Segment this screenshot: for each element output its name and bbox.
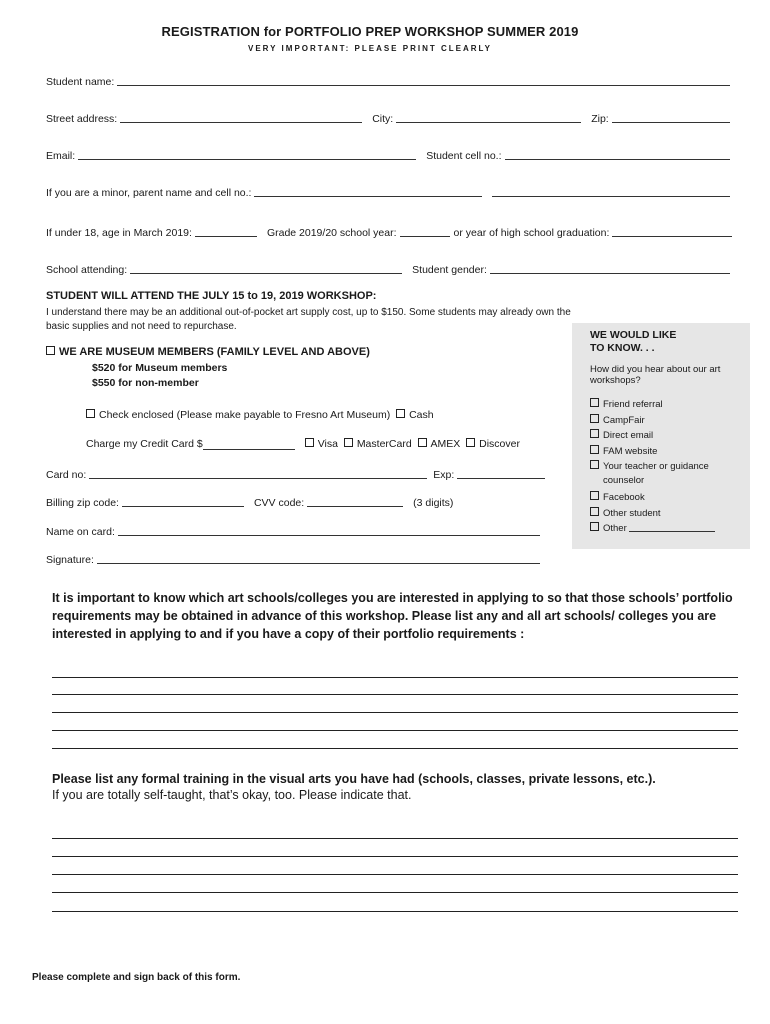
gender-field[interactable]	[490, 262, 730, 274]
option-friend-referral[interactable]: Friend referral	[590, 398, 663, 410]
card-no-label: Card no:	[46, 469, 87, 481]
mastercard-checkbox[interactable]	[344, 438, 353, 447]
museum-members-checkbox[interactable]	[46, 346, 55, 355]
payment-method-row	[86, 409, 434, 421]
amex-checkbox[interactable]	[418, 438, 427, 447]
training-line-3[interactable]	[52, 874, 738, 875]
student-name-label: Student name:	[46, 76, 115, 88]
email-field[interactable]	[78, 148, 416, 160]
exp-label: Exp:	[433, 469, 455, 481]
checkbox[interactable]	[590, 414, 599, 423]
charge-amount-field[interactable]	[203, 439, 295, 450]
attendance-note: I understand there may be an additional out-of-pocket art supply cost, up to $150. Some students may already own the basic supplies and not need to repurchase.	[46, 307, 571, 332]
email-label: Email:	[46, 150, 76, 162]
sidebar-question: How did you hear about our art workshops?	[590, 364, 721, 386]
checkbox[interactable]	[590, 460, 599, 469]
school-label: School attending:	[46, 264, 128, 276]
parent-label: If you are a minor, parent name and cell no.:	[46, 187, 252, 199]
schools-line-1[interactable]	[52, 677, 738, 678]
gender-label: Student gender:	[412, 264, 487, 276]
training-line-2[interactable]	[52, 856, 738, 857]
training-line-4[interactable]	[52, 892, 738, 893]
city-field[interactable]	[396, 111, 581, 123]
grade-label: Grade 2019/20 school year:	[266, 227, 397, 239]
student-cell-field[interactable]	[505, 148, 731, 160]
discover-label: Discover	[479, 438, 520, 450]
exp-field[interactable]	[457, 467, 545, 479]
schools-line-4[interactable]	[52, 730, 738, 731]
zip-field[interactable]	[612, 111, 730, 123]
student-name-row	[46, 72, 730, 88]
mastercard-label: MasterCard	[356, 438, 412, 450]
cvv-field[interactable]	[307, 495, 403, 507]
card-number-row	[46, 465, 545, 481]
other-field[interactable]	[629, 522, 715, 532]
name-on-card-field[interactable]	[118, 524, 540, 536]
option-teacher-counselor-cont: counselor	[603, 475, 645, 486]
checkbox[interactable]	[590, 522, 599, 531]
school-field[interactable]	[130, 262, 402, 274]
schools-line-5[interactable]	[52, 748, 738, 749]
price-member: $520 for Museum members	[92, 362, 228, 374]
price-nonmember: $550 for non-member	[92, 377, 199, 389]
check-label: Check enclosed (Please make payable to Fresno Art Museum)	[99, 409, 391, 421]
parent-row	[46, 183, 730, 199]
checkbox[interactable]	[590, 398, 599, 407]
option-other-student[interactable]: Other student	[590, 507, 661, 519]
student-cell-label: Student cell no.:	[426, 150, 502, 162]
check-checkbox[interactable]	[86, 409, 95, 418]
checkbox[interactable]	[590, 445, 599, 454]
signature-label: Signature:	[46, 554, 94, 566]
checkbox[interactable]	[590, 429, 599, 438]
parent-cell-field[interactable]	[492, 185, 730, 197]
training-line-1[interactable]	[52, 838, 738, 839]
form-subtitle: VERY IMPORTANT: PLEASE PRINT CLEARLY	[247, 44, 493, 53]
cvv-label: CVV code:	[253, 497, 305, 509]
age-grade-row	[46, 223, 732, 239]
training-line-5[interactable]	[52, 911, 738, 912]
option-teacher-counselor[interactable]: Your teacher or guidance	[590, 460, 709, 472]
option-campfair[interactable]: CampFair	[590, 414, 645, 426]
footer-note: Please complete and sign back of this form.	[32, 972, 241, 983]
email-row	[46, 146, 730, 162]
zip-label: Zip:	[591, 113, 609, 125]
option-facebook[interactable]: Facebook	[590, 491, 645, 503]
attendance-heading: STUDENT WILL ATTEND THE JULY 15 to 19, 2019 WORKSHOP:	[46, 290, 377, 302]
billing-zip-label: Billing zip code:	[46, 497, 119, 509]
training-prompt: Please list any formal training in the visual arts you have had (schools, classes, private lessons, etc.).	[52, 772, 656, 786]
parent-name-field[interactable]	[254, 185, 482, 197]
visa-label: Visa	[317, 438, 338, 450]
schools-prompt: It is important to know which art schools/colleges you are interested in applying to so that those schools’ portfolio requirements may be obtained in advance of this workshop. Please list any and all art schools/ colleges you are interested in applying to and if you have a copy of their portfolio requirements :	[52, 591, 733, 641]
form-title: REGISTRATION for PORTFOLIO PREP WORKSHOP SUMMER 2019	[161, 24, 579, 39]
address-row	[46, 109, 730, 125]
museum-members-option[interactable]	[46, 346, 370, 358]
cash-label: Cash	[409, 409, 434, 421]
charge-label: Charge my Credit Card $	[86, 438, 203, 450]
street-address-field[interactable]	[120, 111, 362, 123]
city-label: City:	[372, 113, 394, 125]
street-address-label: Street address:	[46, 113, 118, 125]
credit-card-row	[86, 438, 520, 450]
grade-field[interactable]	[400, 225, 450, 237]
schools-line-2[interactable]	[52, 694, 738, 695]
signature-field[interactable]	[97, 552, 540, 564]
sidebar-heading: WE WOULD LIKE TO KNOW. . .	[590, 329, 677, 354]
grad-year-label: or year of high school graduation:	[453, 227, 610, 239]
option-other[interactable]: Other	[590, 522, 715, 534]
visa-checkbox[interactable]	[305, 438, 314, 447]
student-name-field[interactable]	[117, 74, 730, 86]
billing-row	[46, 493, 480, 509]
checkbox[interactable]	[590, 507, 599, 516]
how-did-you-hear-panel	[572, 323, 750, 549]
discover-checkbox[interactable]	[466, 438, 475, 447]
training-note: If you are totally self-taught, that’s okay, too. Please indicate that.	[52, 788, 412, 802]
checkbox[interactable]	[590, 491, 599, 500]
museum-members-label: WE ARE MUSEUM MEMBERS (FAMILY LEVEL AND ABOVE)	[59, 346, 370, 358]
name-on-card-label: Name on card:	[46, 526, 115, 538]
schools-line-3[interactable]	[52, 712, 738, 713]
signature-row	[46, 550, 540, 566]
card-no-field[interactable]	[89, 467, 427, 479]
cvv-hint: (3 digits)	[413, 497, 454, 509]
grad-year-field[interactable]	[612, 225, 732, 237]
billing-zip-field[interactable]	[122, 495, 244, 507]
name-on-card-row	[46, 522, 540, 538]
age-label: If under 18, age in March 2019:	[46, 227, 192, 239]
option-fam-website[interactable]: FAM website	[590, 445, 657, 457]
school-row	[46, 260, 730, 276]
amex-label: AMEX	[430, 438, 461, 450]
age-field[interactable]	[195, 225, 257, 237]
cash-checkbox[interactable]	[396, 409, 405, 418]
option-direct-email[interactable]: Direct email	[590, 429, 653, 441]
